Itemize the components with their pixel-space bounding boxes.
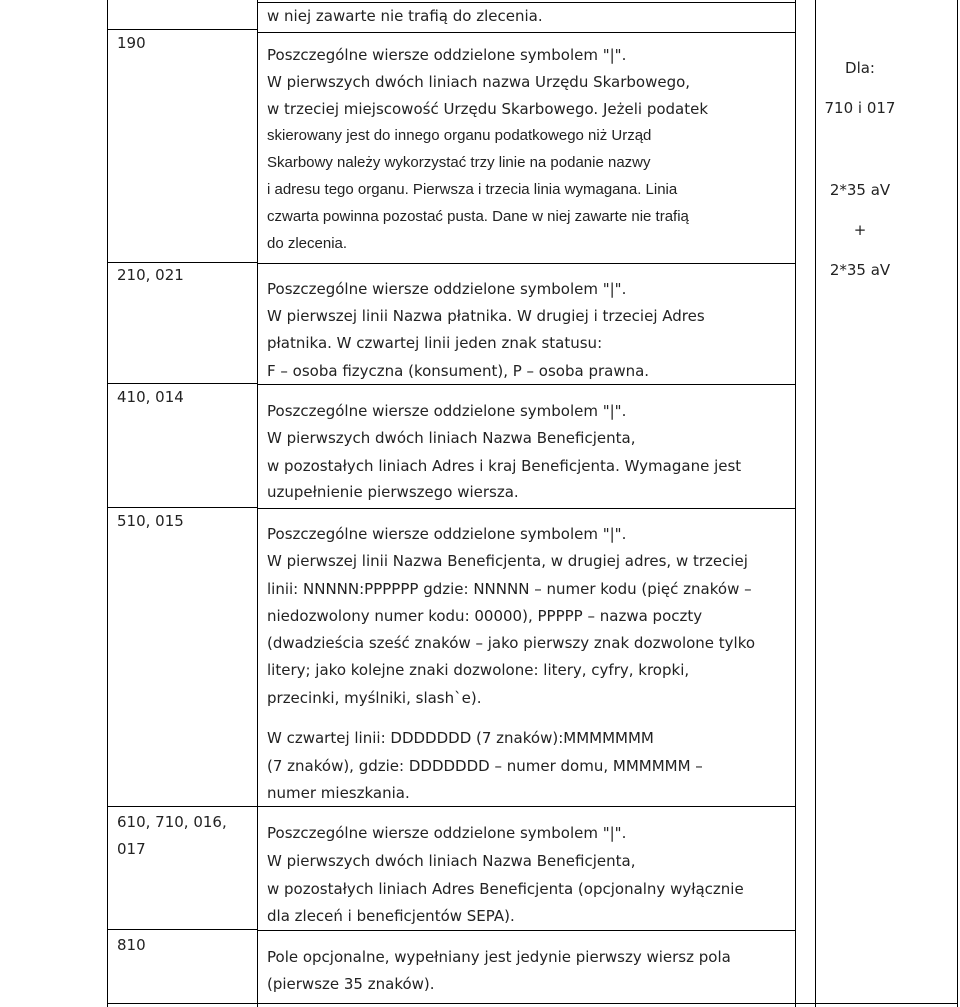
field-description-line: Poszczególne wiersze oddzielone symbolem "|".: [267, 824, 627, 842]
row-divider: [257, 32, 795, 33]
field-description-line: w niej zawarte nie trafią do zlecenia.: [267, 7, 543, 25]
field-description-line: w pozostałych liniach Adres i kraj Beneficjenta. Wymagane jest: [267, 457, 742, 475]
field-description-line: litery; jako kolejne znaki dozwolone: litery, cyfry, kropki,: [267, 661, 690, 679]
table-border-left: [107, 0, 108, 1007]
side-column-plus: +: [853, 221, 867, 239]
field-description-line: Poszczególne wiersze oddzielone symbolem "|".: [267, 525, 627, 543]
field-description-line: Poszczególne wiersze oddzielone symbolem "|".: [267, 46, 627, 64]
table-border-right: [957, 0, 958, 1007]
column-divider-code: [257, 0, 258, 1007]
field-description-line: W pierwszych dwóch liniach Nazwa Beneficjenta,: [267, 429, 636, 447]
field-description-line: W pierwszej linii Nazwa Beneficjenta, w drugiej adres, w trzeciej: [267, 552, 748, 570]
field-description-line: linii: NNNNN:PPPPPP gdzie: NNNNN – numer kodu (pięć znaków –: [267, 580, 752, 598]
column-divider-side: [795, 0, 796, 1007]
field-description-line: i adresu tego organu. Pierwsza i trzecia linia wymagana. Linia: [267, 181, 678, 198]
side-column-label: Dla:: [845, 59, 875, 77]
side-column-format: 2*35 aV: [829, 181, 891, 199]
row-divider: [107, 806, 257, 807]
field-description-line: skierowany jest do innego organu podatkowego niż Urząd: [267, 127, 652, 144]
field-description-line: W pierwszej linii Nazwa płatnika. W drugiej i trzeciej Adres: [267, 307, 705, 325]
row-divider: [257, 930, 795, 931]
row-divider: [257, 263, 795, 264]
field-description-line: Poszczególne wiersze oddzielone symbolem "|".: [267, 280, 627, 298]
field-description-line: Pole opcjonalne, wypełniany jest jedynie pierwszy wiersz pola: [267, 948, 731, 966]
field-description-line: dla zleceń i beneficjentów SEPA).: [267, 907, 515, 925]
table-border-bottom: [107, 1003, 958, 1004]
field-description-line: w pozostałych liniach Adres Beneficjenta (opcjonalny wyłącznie: [267, 880, 744, 898]
row-divider: [257, 384, 795, 385]
field-code: 510, 015: [117, 512, 184, 530]
field-description-line: czwarta powinna pozostać pusta. Dane w niej zawarte nie trafią: [267, 208, 689, 225]
row-divider: [107, 29, 257, 30]
field-description-line: w trzeciej miejscowość Urzędu Skarbowego. Jeżeli podatek: [267, 100, 709, 118]
field-description-line: (7 znaków), gdzie: DDDDDDD – numer domu, MMMMMM –: [267, 757, 703, 775]
field-code: 017: [117, 840, 146, 858]
table-border-top-segment: [257, 2, 795, 3]
field-description-line: W pierwszych dwóch liniach Nazwa Beneficjenta,: [267, 852, 636, 870]
field-code: 410, 014: [117, 388, 184, 406]
field-description-line: uzupełnienie pierwszego wiersza.: [267, 483, 519, 501]
row-divider: [107, 383, 257, 384]
column-divider-side-inner: [815, 0, 816, 1007]
field-description-line: przecinki, myślniki, slash`e).: [267, 689, 482, 707]
field-code: 190: [117, 34, 146, 52]
field-description-line: Skarbowy należy wykorzystać trzy linie na podanie nazwy: [267, 154, 651, 171]
row-divider: [107, 929, 257, 930]
field-description-line: niedozwolony numer kodu: 00000), PPPPP – nazwa poczty: [267, 607, 703, 625]
field-code: 810: [117, 936, 146, 954]
row-divider: [107, 262, 257, 263]
field-code: 210, 021: [117, 266, 184, 284]
field-description-line: płatnika. W czwartej linii jeden znak statusu:: [267, 334, 603, 352]
field-description-line: F – osoba fizyczna (konsument), P – osoba prawna.: [267, 362, 650, 380]
field-description-line: W czwartej linii: DDDDDDD (7 znaków):MMMMMMM: [267, 729, 654, 747]
field-description-line: (pierwsze 35 znaków).: [267, 975, 435, 993]
row-divider: [257, 508, 795, 509]
field-description-line: (dwadzieścia sześć znaków – jako pierwszy znak dozwolone tylko: [267, 634, 756, 652]
field-code: 610, 710, 016,: [117, 813, 227, 831]
row-divider: [107, 507, 257, 508]
field-description-line: do zlecenia.: [267, 235, 348, 252]
field-description-line: W pierwszych dwóch liniach nazwa Urzędu Skarbowego,: [267, 73, 691, 91]
field-description-line: Poszczególne wiersze oddzielone symbolem "|".: [267, 402, 627, 420]
side-column-field-ref: 710 i 017: [824, 99, 896, 117]
row-divider: [257, 806, 795, 807]
side-column-format: 2*35 aV: [829, 261, 891, 279]
field-description-line: numer mieszkania.: [267, 784, 410, 802]
